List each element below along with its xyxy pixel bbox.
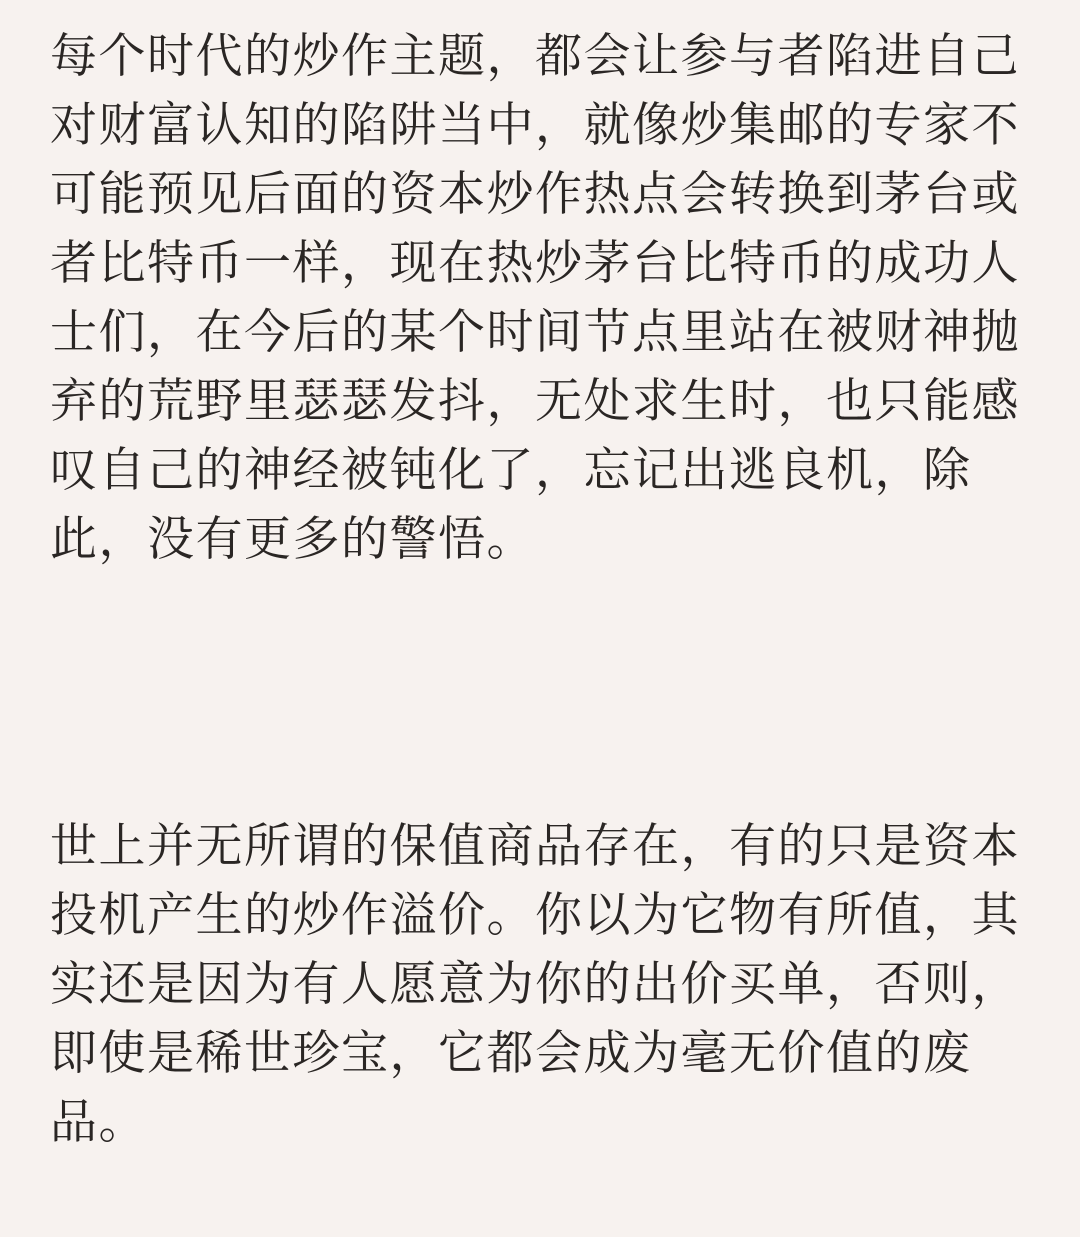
paragraph-value-preservation: 世上并无所谓的保值商品存在，有的只是资本投机产生的炒作溢价。你以为它物有所值，其实还是因为有人愿意为你的出价买单，否则，即使是稀世珍宝，它都会成为毫无价值的废品。: [50, 819, 1020, 1150]
paragraph-speculation-themes: 每个时代的炒作主题，都会让参与者陷进自己对财富认知的陷阱当中，就像炒集邮的专家不可能预见后面的资本炒作热点会转换到茅台或者比特币一样，现在热炒茅台比特币的成功人士们，在今后的某个时间节点里站在被财神抛弃的荒野里瑟瑟发抖，无处求生时，也只能感叹自己的神经被钝化了，忘记出逃良机，除此，没有更多的警悟。: [50, 29, 1020, 567]
